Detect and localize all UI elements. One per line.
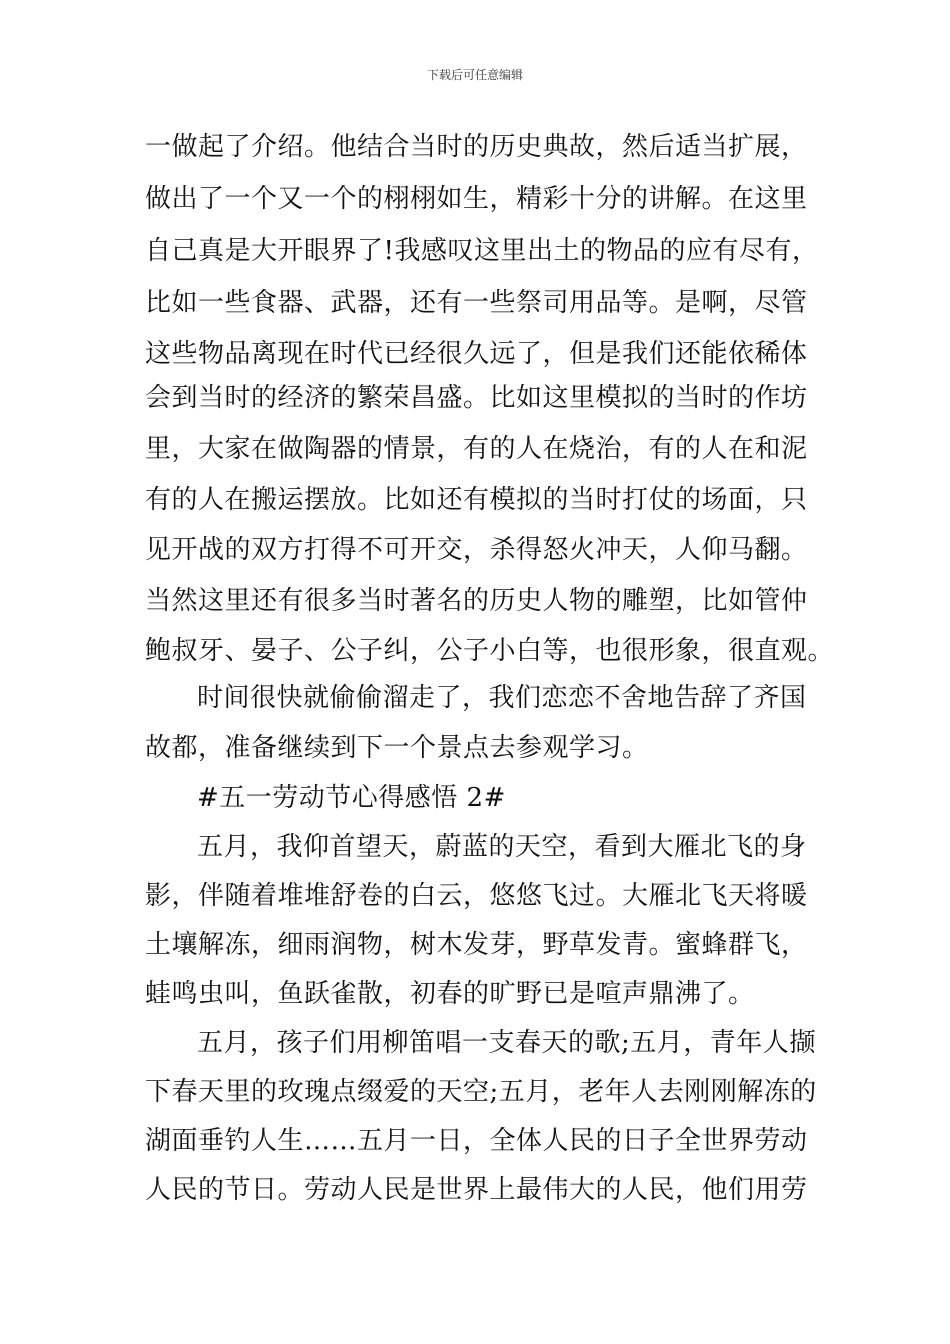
- paragraph-start-line: 时间很快就偷偷溜走了，我们恋恋不舍地告辞了齐国: [197, 683, 807, 713]
- paragraph-start-line: 五月，孩子们用柳笛唱一支春天的歌;五月，青年人撷: [197, 1028, 816, 1058]
- text-line: 影，伴随着堆堆舒卷的白云，悠悠飞过。大雁北飞天将暖: [145, 881, 808, 911]
- text-line: 湖面垂钓人生……五月一日，全体人民的日子全世界劳动: [145, 1126, 808, 1156]
- text-line: 当然这里还有很多当时著名的历史人物的雕塑，比如管仲: [145, 586, 808, 616]
- text-line: 一做起了介绍。他结合当时的历史典故，然后适当扩展，: [145, 132, 808, 162]
- text-line: 蛙鸣虫叫，鱼跃雀散，初春的旷野已是喧声鼎沸了。: [145, 979, 755, 1009]
- text-line: 自己真是大开眼界了!我感叹这里出土的物品的应有尽有，: [145, 236, 819, 266]
- text-line: 里，大家在做陶器的情景，有的人在烧治，有的人在和泥: [145, 434, 808, 464]
- text-line: 见开战的双方打得不可开交，杀得怒火冲天，人仰马翻。: [145, 535, 808, 565]
- text-line: 这些物品离现在时代已经很久远了，但是我们还能依稀体: [145, 339, 808, 369]
- text-line: 土壤解冻，细雨润物，树木发芽，野草发青。蜜蜂群飞，: [145, 930, 808, 960]
- paragraph-start-line: 五月，我仰首望天，蔚蓝的天空，看到大雁北飞的身: [197, 832, 807, 862]
- text-line: 鲍叔牙、晏子、公子纠，公子小白等，也很形象，很直观。: [145, 636, 835, 666]
- text-line: 有的人在搬运摆放。比如还有模拟的当时打仗的场面，只: [145, 485, 808, 515]
- text-line: 做出了一个又一个的栩栩如生，精彩十分的讲解。在这里: [145, 184, 808, 214]
- page-header-note: 下载后可任意编辑: [426, 68, 523, 82]
- text-line: 会到当时的经济的繁荣昌盛。比如这里模拟的当时的作坊: [145, 383, 808, 413]
- text-line: 故都，准备继续到下一个景点去参观学习。: [145, 733, 649, 763]
- section-heading: #五一劳动节心得感悟 2#: [197, 783, 506, 813]
- text-line: 比如一些食器、武器，还有一些祭司用品等。是啊，尽管: [145, 288, 808, 318]
- text-line: 人民的节日。劳动人民是世界上最伟大的人民，他们用劳: [145, 1175, 808, 1205]
- text-line: 下春天里的玫瑰点缀爱的天空;五月，老年人去刚刚解冻的: [145, 1077, 817, 1107]
